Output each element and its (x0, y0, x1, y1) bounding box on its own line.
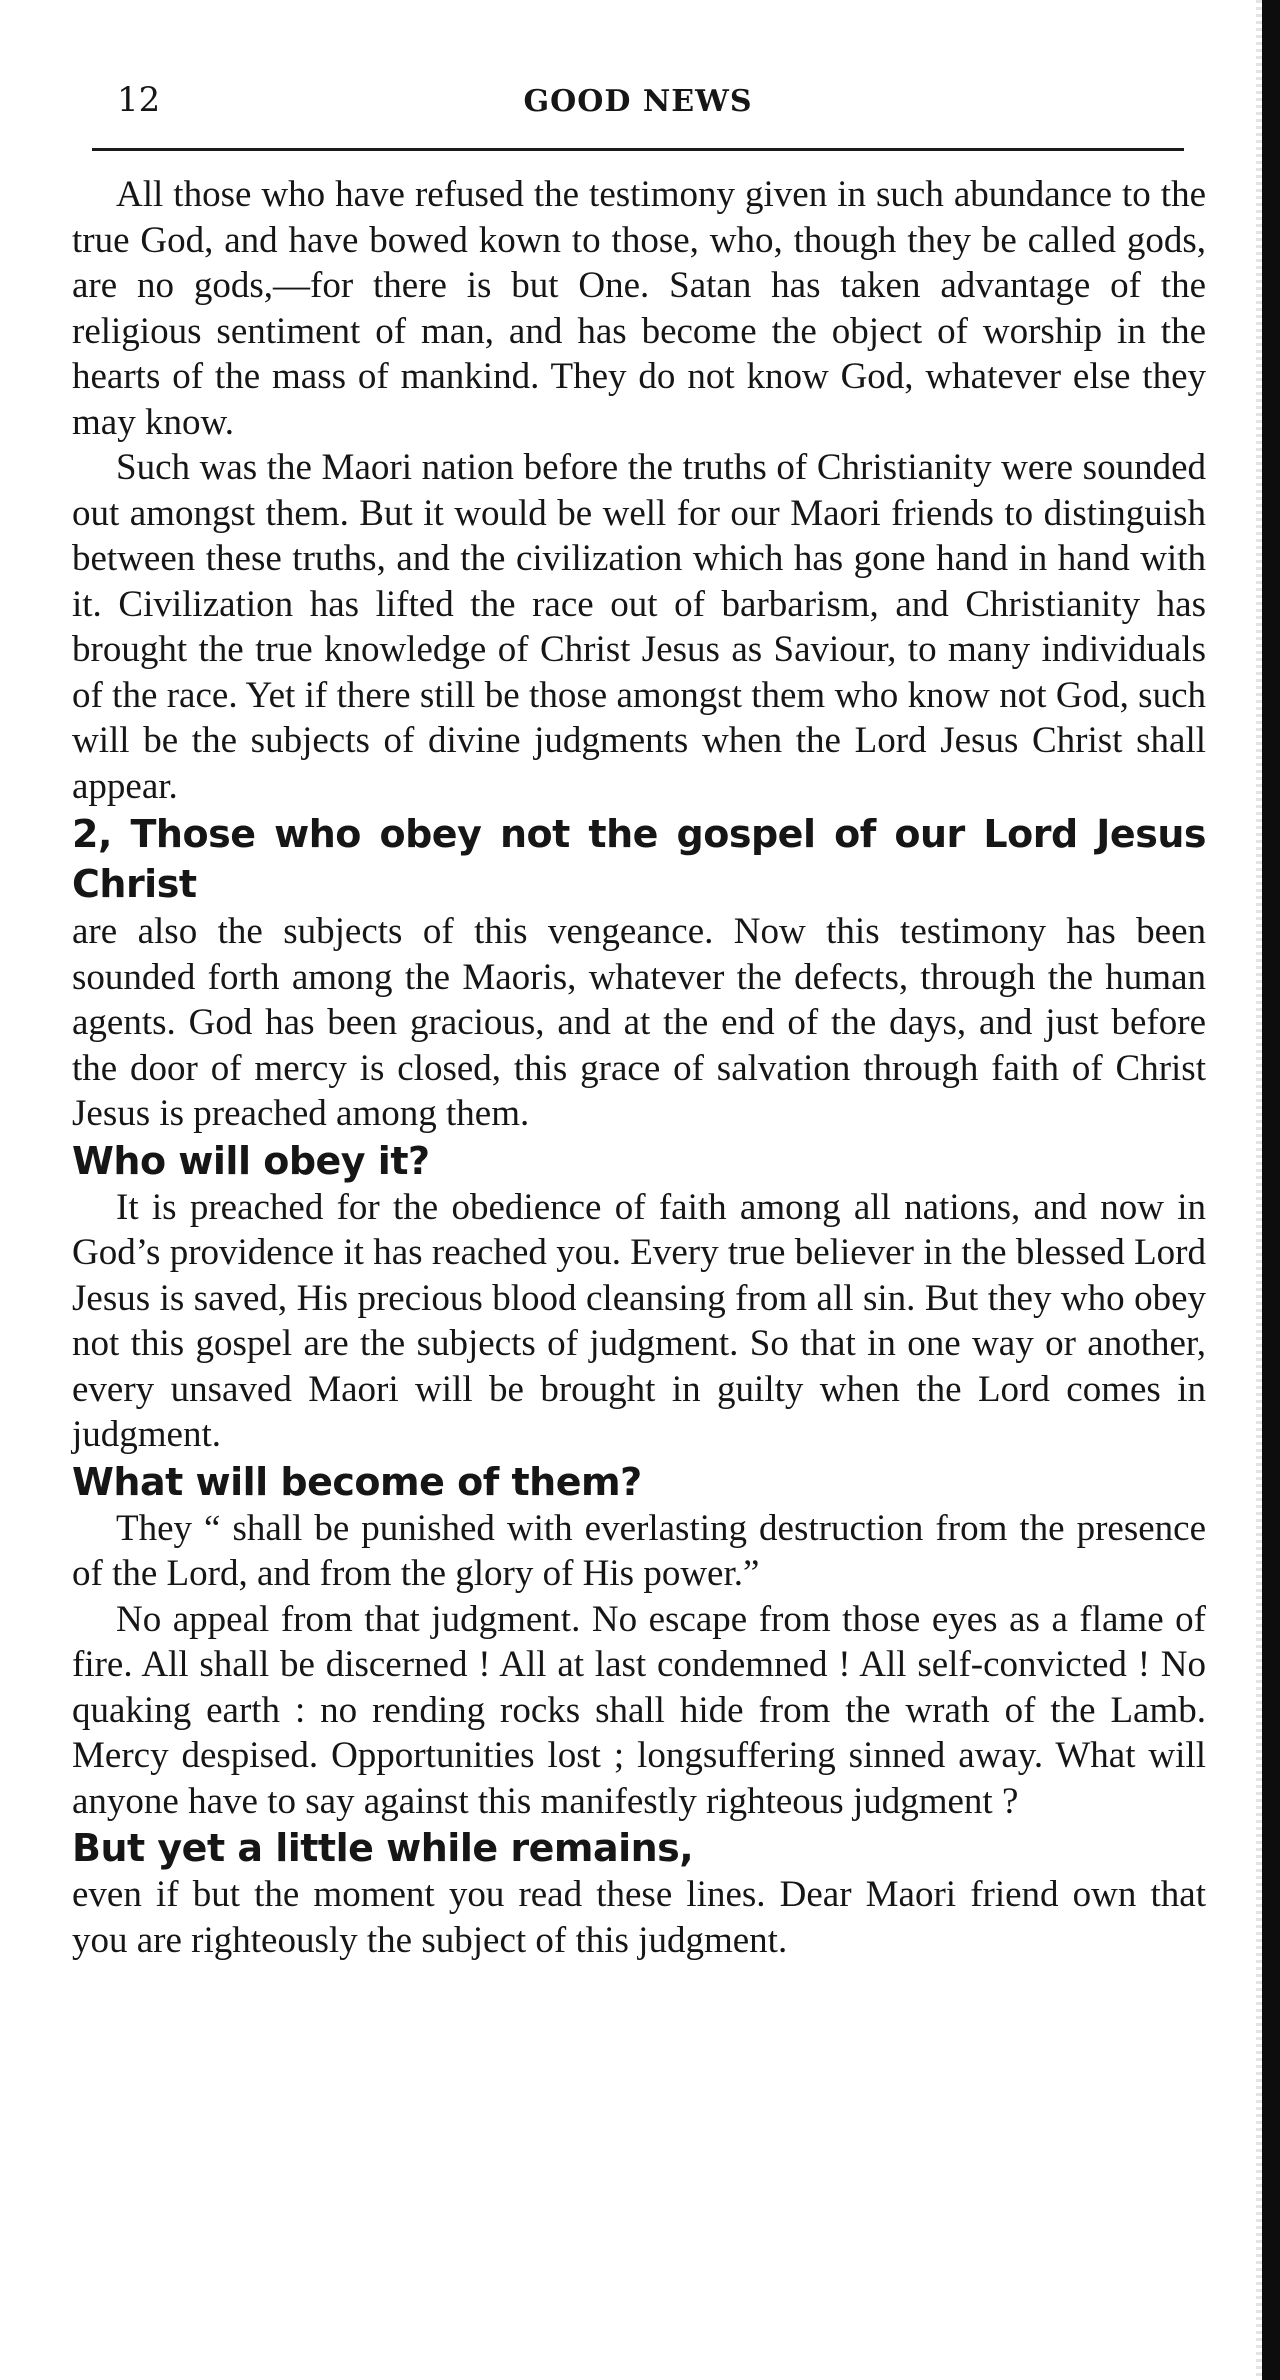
running-title: GOOD NEWS (523, 84, 753, 119)
paragraph-subjects-of-vengeance: are also the subjects of this vengeance. Now this testimony has been sounded forth among the Maoris, whatever the defects, through the human agents. God has been gracious, and at the end of the days, and just before the door of mercy is closed, this grace of salvation through faith of Christ Jesus is preached among them. (72, 911, 1206, 1134)
paragraph-no-appeal: No appeal from that judgment. No escape from those eyes as a flame of fire. All shall be discerned ! All at last condemned ! All self-convicted ! No quaking earth : no rending rocks shall hide from the wrath of the Lamb. Mercy despised. Opportunities lost ; longsuffering sinned away. What will anyone have to say against this manifestly righteous judgment ? (72, 1598, 1206, 1822)
paragraph-dear-maori-friend: even if but the moment you read these lines. Dear Maori friend own that you are righteously the subject of this judgment. (72, 1874, 1206, 1961)
paragraph-refused-testimony: All those who have refused the testimony given in such abundance to the true God, and have bowed kown to those, who, though they be called gods, are no gods,—for there is but One. Satan has taken advantage of the religious sentiment of man, and has become the object of worship in the hearts of the mass of mankind. They do not know God, whatever else they may know. (72, 174, 1206, 443)
article-body (72, 172, 1206, 1963)
heading-little-while-remains: But yet a little while remains, (72, 1826, 694, 1870)
page-number: 12 (117, 80, 161, 120)
heading-who-will-obey: Who will obey it? (72, 1138, 430, 1183)
heading-what-will-become: What will become of them? (72, 1459, 642, 1504)
paragraph-obedience-of-faith: It is preached for the obedience of faith among all nations, and now in God’s providence it has reached you. Every true believer in the blessed Lord Jesus is saved, His precious blood cleansing from all sin. But they who obey not this gospel are the subjects of judgment. So that in one way or another, every unsaved Maori will be brought in guilty when the Lord comes in judgment. (72, 1186, 1206, 1455)
page-header (92, 80, 1184, 130)
paragraph-maori-nation: Such was the Maori nation before the truths of Christianity were sounded out amongst them. But it would be well for our Maori friends to distinguish between these truths, and the civilization which has gone hand in hand with it. Civilization has lifted the race out of barbarism, and Christianity has brought the true knowledge of Christ Jesus as Saviour, to many individuals of the race. Yet if there still be those amongst them who know not God, such will be the subjects of divine judgments when the Lord Jesus Christ shall appear. (72, 447, 1206, 807)
heading-obey-not-gospel: 2, Those who obey not the gospel of our Lord Jesus Christ (72, 812, 1206, 906)
header-rule (92, 148, 1184, 151)
page-edge (1262, 0, 1280, 2380)
paragraph-punished: They “ shall be punished with everlasting destruction from the presence of the Lord, and from the glory of His power.” (72, 1507, 1206, 1594)
